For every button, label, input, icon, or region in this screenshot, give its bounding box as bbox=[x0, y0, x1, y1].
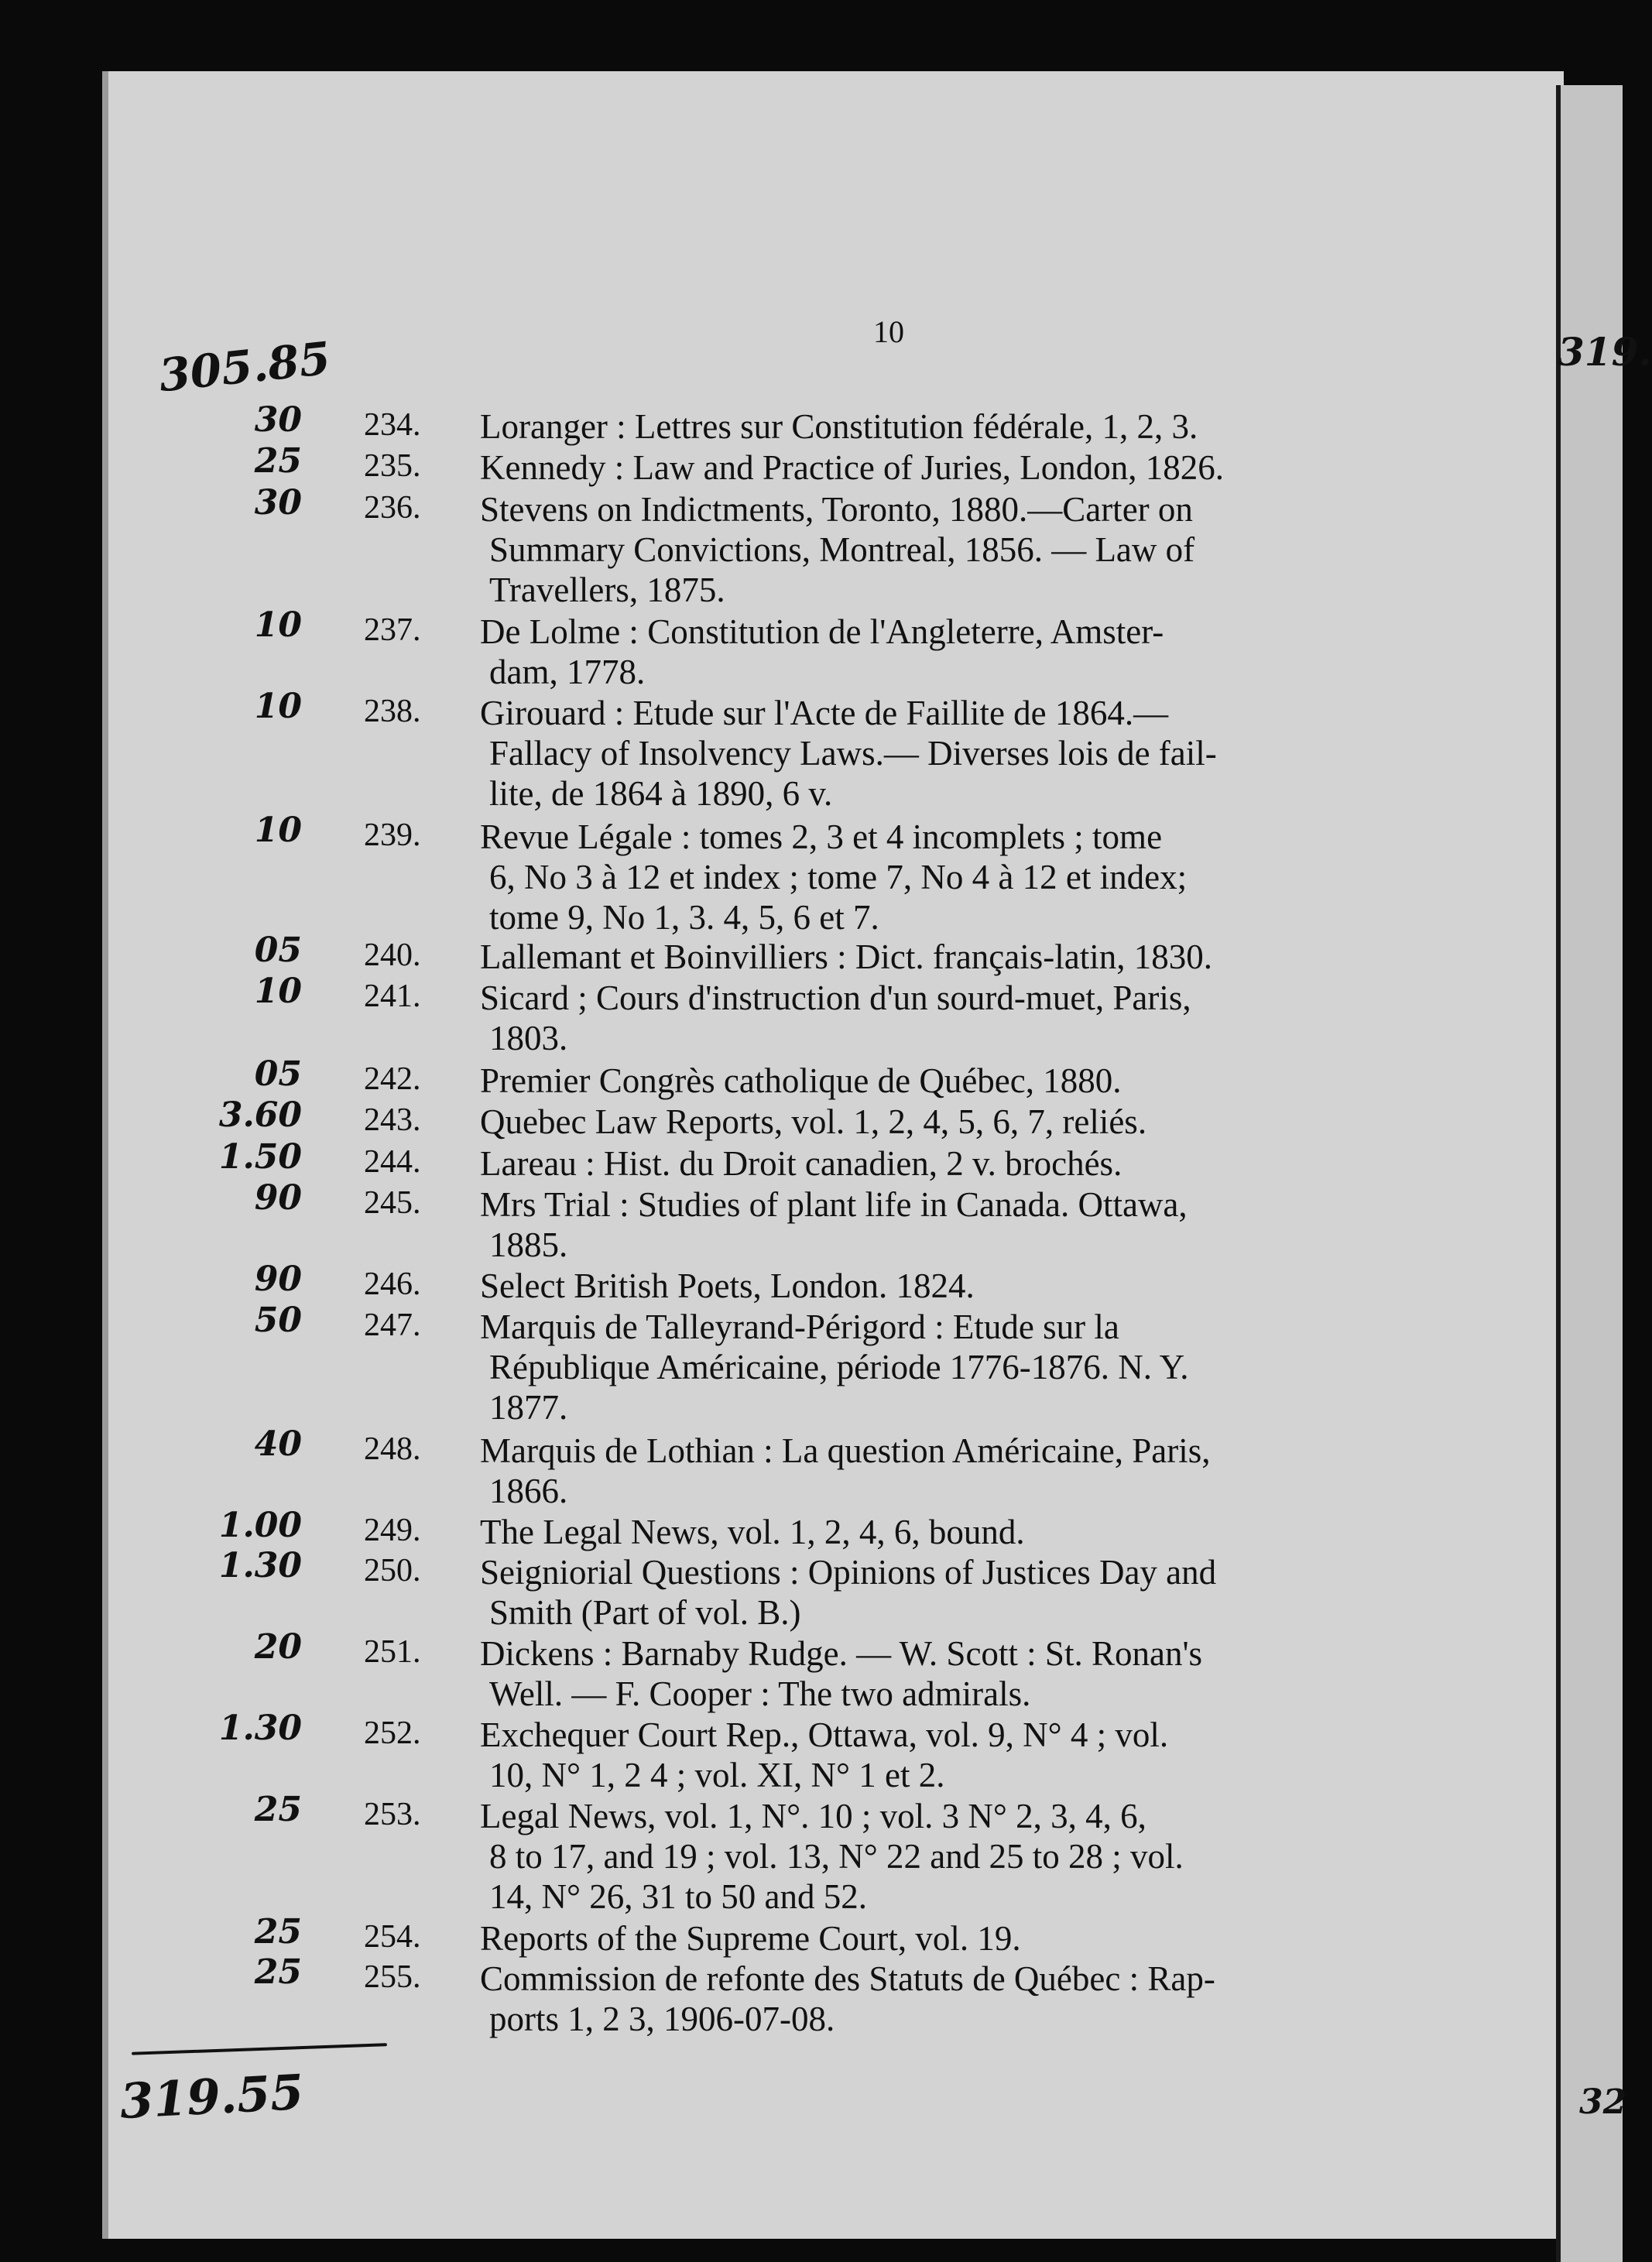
entry-line: Lallemant et Boinvilliers : Dict. français-latin, 1830. bbox=[480, 937, 1212, 976]
entry-line: The Legal News, vol. 1, 2, 4, 6, bound. bbox=[480, 1513, 1025, 1551]
entry-description bbox=[480, 1512, 1405, 1552]
entry-number: 248. bbox=[364, 1431, 421, 1467]
entry-line: Girouard : Etude sur l'Acte de Faillite de 1864.— bbox=[480, 694, 1169, 732]
entry-description bbox=[480, 937, 1405, 977]
entry-description bbox=[480, 1307, 1405, 1427]
handwritten-price: 40 bbox=[254, 1424, 302, 1464]
handwritten-price: 50 bbox=[254, 1301, 302, 1340]
entry-line: Dickens : Barnaby Rudge. — W. Scott : St. Ronan's bbox=[480, 1634, 1203, 1673]
entry-number: 240. bbox=[364, 937, 421, 973]
handwritten-margin-right-top: 319. bbox=[1558, 329, 1652, 375]
handwritten-price: 25 bbox=[254, 1790, 302, 1829]
entry-description bbox=[480, 978, 1405, 1058]
entry-line: Revue Légale : tomes 2, 3 et 4 incomplets ; tome bbox=[480, 817, 1163, 856]
entry-line: 6, No 3 à 12 et index ; tome 7, No 4 à 12 et index; bbox=[489, 858, 1188, 896]
entry-description bbox=[480, 1266, 1405, 1306]
handwritten-price: 1.50 bbox=[218, 1137, 302, 1177]
entry-number: 252. bbox=[364, 1715, 421, 1751]
entry-line: Marquis de Talleyrand-Périgord : Etude sur la bbox=[480, 1308, 1119, 1346]
entry-description bbox=[480, 1061, 1405, 1101]
page-number: 10 bbox=[873, 314, 904, 349]
entry-line: Seigniorial Questions : Opinions of Justices Day and bbox=[480, 1553, 1217, 1592]
entry-description bbox=[480, 1918, 1405, 1959]
entry-description bbox=[480, 817, 1405, 937]
handwritten-price: 25 bbox=[254, 441, 302, 481]
entry-line: Mrs Trial : Studies of plant life in Canada. Ottawa, bbox=[480, 1185, 1188, 1224]
handwritten-price: 90 bbox=[254, 1260, 302, 1299]
entry-line: 1803. bbox=[489, 1019, 568, 1057]
entry-line: 1885. bbox=[489, 1225, 568, 1264]
entry-number: 236. bbox=[364, 490, 421, 526]
entry-number: 249. bbox=[364, 1513, 421, 1548]
entry-line: 8 to 17, and 19 ; vol. 13, N° 22 and 25 to 28 ; vol. bbox=[489, 1837, 1184, 1876]
entry-number: 235. bbox=[364, 448, 421, 484]
entry-line: De Lolme : Constitution de l'Angleterre, Amster- bbox=[480, 612, 1164, 651]
entry-line: Commission de refonte des Statuts de Québec : Rap- bbox=[480, 1959, 1215, 1998]
entry-line: Summary Convictions, Montreal, 1856. — Law of bbox=[489, 530, 1195, 569]
entry-line: 10, N° 1, 2 4 ; vol. XI, N° 1 et 2. bbox=[489, 1756, 945, 1794]
entry-description bbox=[480, 447, 1405, 488]
handwritten-price: 10 bbox=[254, 811, 302, 850]
entry-number: 239. bbox=[364, 817, 421, 853]
entry-description bbox=[480, 1184, 1405, 1265]
entry-line: lite, de 1864 à 1890, 6 v. bbox=[489, 774, 833, 813]
handwritten-price: 25 bbox=[254, 1952, 302, 1992]
entry-number: 243. bbox=[364, 1102, 421, 1138]
handwritten-price: 05 bbox=[254, 931, 302, 970]
entry-line: Sicard ; Cours d'instruction d'un sourd-muet, Paris, bbox=[480, 978, 1191, 1017]
entry-number: 250. bbox=[364, 1553, 421, 1589]
handwritten-price: 25 bbox=[254, 1912, 302, 1952]
entry-number: 242. bbox=[364, 1061, 421, 1097]
entry-number: 255. bbox=[364, 1959, 421, 1995]
entry-line: Well. — F. Cooper : The two admirals. bbox=[489, 1674, 1031, 1713]
handwritten-price: 1.00 bbox=[218, 1506, 302, 1545]
entry-line: Travellers, 1875. bbox=[489, 571, 725, 609]
entry-description bbox=[480, 1552, 1405, 1633]
facing-page-edge bbox=[1556, 85, 1623, 2262]
entry-description bbox=[480, 406, 1405, 447]
entry-description bbox=[480, 693, 1405, 814]
entry-line: Select British Poets, London. 1824. bbox=[480, 1266, 975, 1305]
entry-number: 254. bbox=[364, 1919, 421, 1955]
handwritten-price: 30 bbox=[254, 483, 302, 523]
entry-description bbox=[480, 612, 1405, 692]
handwritten-price: 05 bbox=[254, 1054, 302, 1094]
entry-line: Legal News, vol. 1, N°. 10 ; vol. 3 N° 2, 3, 4, 6, bbox=[480, 1797, 1146, 1835]
entry-line: dam, 1778. bbox=[489, 653, 646, 691]
handwritten-price: 1.30 bbox=[218, 1546, 302, 1585]
entry-number: 251. bbox=[364, 1634, 421, 1670]
entry-line: Kennedy : Law and Practice of Juries, London, 1826. bbox=[480, 448, 1224, 487]
handwritten-price: 10 bbox=[254, 605, 302, 645]
entry-line: Quebec Law Reports, vol. 1, 2, 4, 5, 6, 7, reliés. bbox=[480, 1102, 1147, 1141]
handwritten-price: 30 bbox=[254, 400, 302, 440]
entry-number: 246. bbox=[364, 1266, 421, 1302]
entry-line: Reports of the Supreme Court, vol. 19. bbox=[480, 1919, 1021, 1958]
entry-line: 14, N° 26, 31 to 50 and 52. bbox=[489, 1877, 867, 1916]
entry-line: Exchequer Court Rep., Ottawa, vol. 9, N° 4 ; vol. bbox=[480, 1715, 1169, 1754]
entry-line: ports 1, 2 3, 1906-07-08. bbox=[489, 2000, 835, 2038]
entry-line: 1877. bbox=[489, 1388, 568, 1427]
entry-line: Stevens on Indictments, Toronto, 1880.—Carter on bbox=[480, 490, 1193, 529]
entry-number: 245. bbox=[364, 1185, 421, 1221]
handwritten-price: 1.30 bbox=[218, 1708, 302, 1748]
entry-description bbox=[480, 1633, 1405, 1714]
entry-number: 234. bbox=[364, 407, 421, 443]
entry-number: 241. bbox=[364, 978, 421, 1014]
handwritten-total: 319.55 bbox=[118, 2063, 306, 2130]
entry-description bbox=[480, 1143, 1405, 1184]
handwritten-carried-forward: 305.85 bbox=[156, 331, 333, 403]
entry-number: 237. bbox=[364, 612, 421, 648]
entry-description bbox=[480, 1102, 1405, 1142]
entry-line: 1866. bbox=[489, 1472, 568, 1510]
entry-line: Marquis de Lothian : La question Américaine, Paris, bbox=[480, 1431, 1211, 1470]
handwritten-price: 10 bbox=[254, 687, 302, 726]
entry-description bbox=[480, 1959, 1405, 2039]
handwritten-price: 10 bbox=[254, 972, 302, 1011]
entry-description bbox=[480, 1715, 1405, 1795]
entry-line: République Américaine, période 1776-1876. N. Y. bbox=[489, 1348, 1189, 1386]
handwritten-price: 20 bbox=[254, 1627, 302, 1667]
entry-line: tome 9, No 1, 3. 4, 5, 6 et 7. bbox=[489, 898, 879, 937]
entry-number: 238. bbox=[364, 694, 421, 729]
entry-description bbox=[480, 1431, 1405, 1511]
entry-description bbox=[480, 489, 1405, 610]
entry-line: Fallacy of Insolvency Laws.— Diverses lois de fail- bbox=[489, 734, 1217, 773]
entry-line: Loranger : Lettres sur Constitution fédérale, 1, 2, 3. bbox=[480, 407, 1198, 446]
entry-number: 253. bbox=[364, 1797, 421, 1832]
entry-line: Smith (Part of vol. B.) bbox=[489, 1593, 801, 1632]
handwritten-price: 90 bbox=[254, 1178, 302, 1218]
entry-line: Premier Congrès catholique de Québec, 1880. bbox=[480, 1061, 1122, 1100]
entry-number: 247. bbox=[364, 1308, 421, 1343]
entry-line: Lareau : Hist. du Droit canadien, 2 v. brochés. bbox=[480, 1144, 1122, 1183]
entry-number: 244. bbox=[364, 1144, 421, 1180]
handwritten-price: 3.60 bbox=[218, 1095, 302, 1135]
entry-description bbox=[480, 1796, 1405, 1917]
handwritten-margin-right-bottom: 32 bbox=[1579, 2082, 1627, 2122]
